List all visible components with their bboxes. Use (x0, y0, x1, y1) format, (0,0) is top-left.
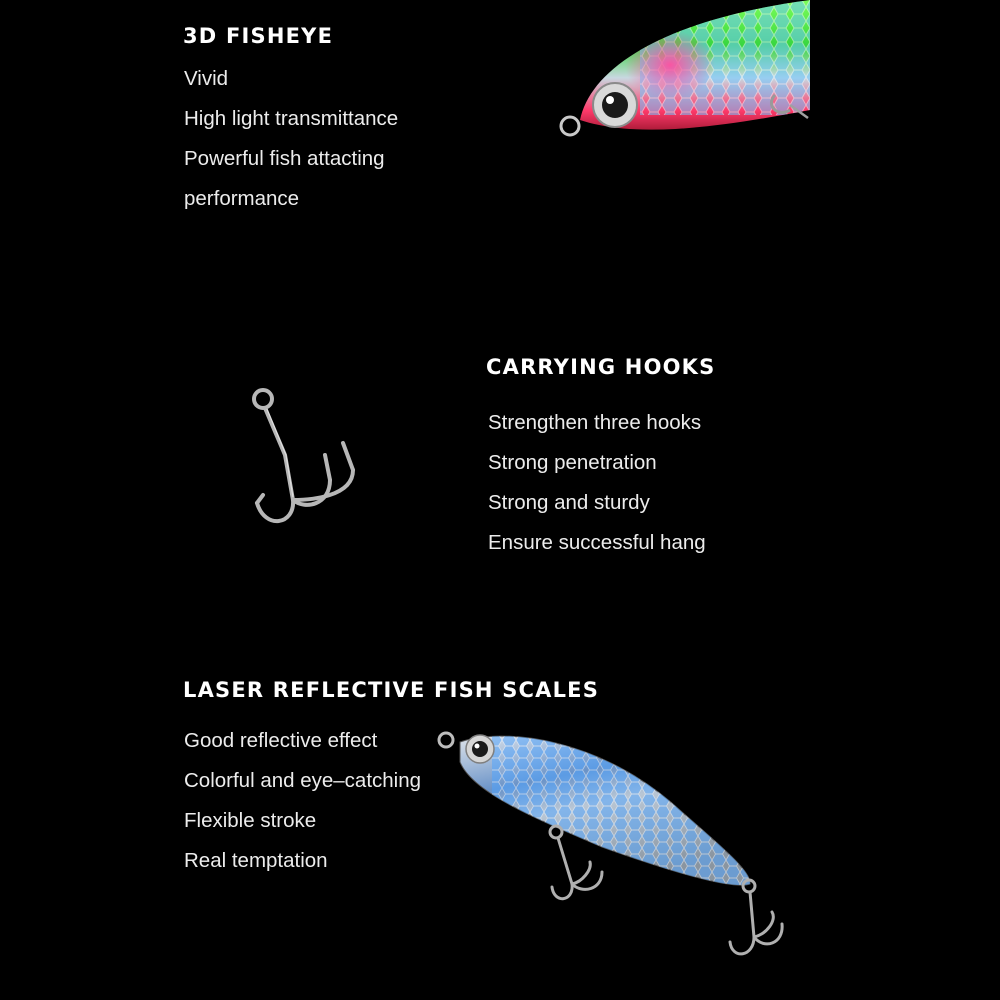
section-heading-laser-scales: LASER REFLECTIVE FISH SCALES (183, 678, 600, 702)
feature-list-carrying-hooks (488, 403, 706, 563)
feature-list-3d-fisheye (184, 59, 398, 219)
feature-item: Strengthen three hooks (488, 411, 702, 434)
feature-item: Colorful and eye–catching (184, 769, 422, 792)
feature-item: Ensure successful hang (488, 531, 706, 554)
feature-list-laser-scales (184, 721, 421, 881)
treble-hook-image (245, 385, 365, 535)
feature-item: High light transmittance (184, 107, 399, 130)
feature-item: Flexible stroke (184, 809, 317, 832)
feature-item: Vivid (184, 67, 229, 90)
section-heading-3d-fisheye: 3D FISHEYE (183, 24, 334, 48)
silver-blue-lure-image (432, 722, 800, 972)
feature-item: performance (184, 187, 300, 210)
feature-item: Strong penetration (488, 451, 657, 474)
section-heading-carrying-hooks: CARRYING HOOKS (486, 355, 716, 379)
feature-item: Strong and sturdy (488, 491, 650, 514)
feature-item: Good reflective effect (184, 729, 378, 752)
feature-item: Powerful fish attacting (184, 147, 385, 170)
feature-item: Real temptation (184, 849, 328, 872)
lure-head-closeup-image (550, 0, 810, 150)
